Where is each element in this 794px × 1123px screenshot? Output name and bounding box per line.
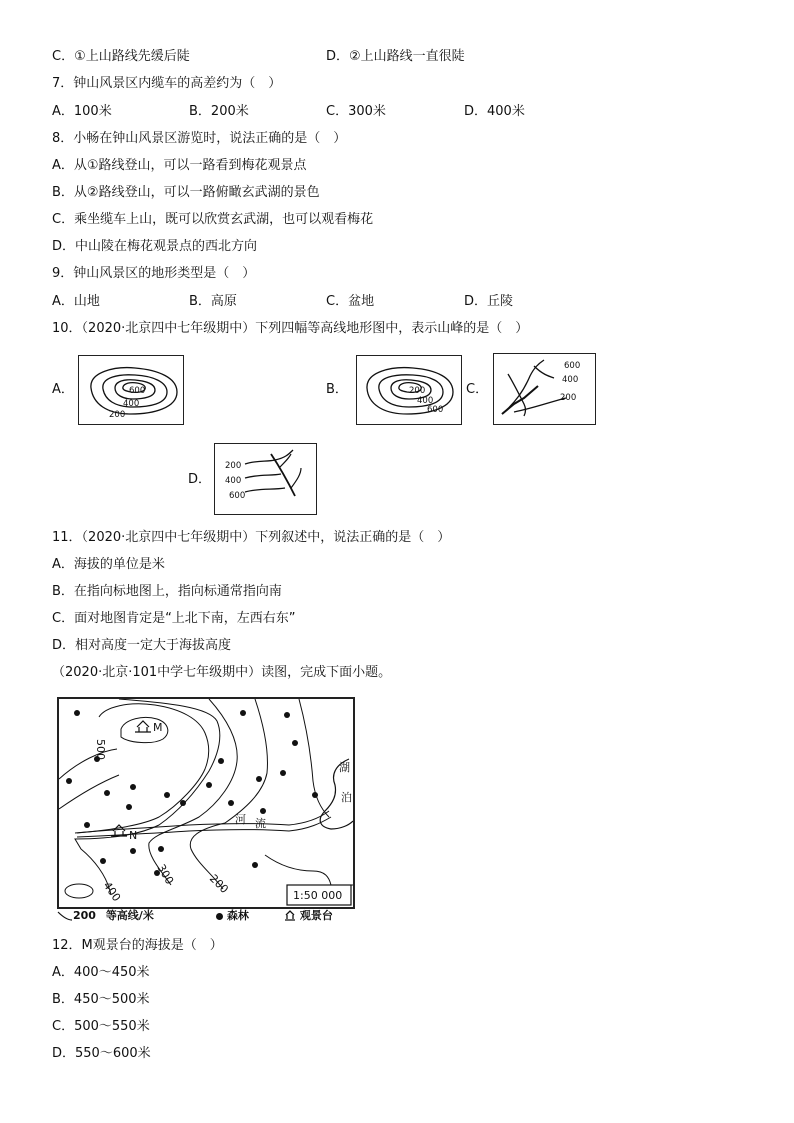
q11-option-a: A．海拔的单位是米 — [52, 557, 165, 572]
q12-option-b: B．450～500米 — [52, 992, 150, 1007]
fig-a-contour-600: 600 — [129, 386, 146, 396]
map-label-n: N — [129, 829, 138, 842]
q10-label-c: C． — [466, 382, 489, 397]
map-label-m: M — [153, 721, 163, 734]
q11-option-d: D．相对高度一定大于海拔高度 — [52, 638, 232, 653]
q12-option-a: A．400～450米 — [52, 965, 150, 980]
q7-option-d: D．400米 — [464, 104, 525, 119]
fig-c-contour-600: 600 — [564, 361, 581, 371]
contour-line-icon — [57, 910, 73, 922]
q10-figure-d — [214, 443, 317, 515]
q10-label-d: D． — [188, 472, 212, 487]
fig-b-contour-400: 400 — [417, 396, 434, 406]
fig-d-contour-400: 400 — [225, 476, 242, 486]
fig-b-contour-200: 200 — [409, 386, 426, 396]
legend-observatory — [284, 907, 333, 923]
legend-observatory-label: 观景台 — [299, 909, 333, 922]
fig-b-contour-600: 600 — [427, 405, 444, 415]
q12-option-d: D．550～600米 — [52, 1046, 151, 1061]
fig-c-contour-400: 400 — [562, 375, 579, 385]
q9-option-a: A．山地 — [52, 294, 100, 309]
legend-contour — [57, 907, 154, 923]
q7-option-a: A．100米 — [52, 104, 112, 119]
observatory-icon — [284, 910, 296, 922]
q9-option-d: D．丘陵 — [464, 294, 514, 309]
map-lake-char-2: 泊 — [341, 791, 352, 804]
fig-d-contour-600: 600 — [229, 491, 246, 501]
map-river-char-1: 河 — [235, 813, 246, 826]
map-contour-500: 500 — [94, 739, 107, 760]
map-scale: 1:50 000 — [293, 889, 343, 902]
q8-option-c: C．乘坐缆车上山，既可以欣赏玄武湖，也可以观看梅花 — [52, 212, 374, 227]
legend-contour-value: 200 — [73, 909, 96, 922]
q9-option-c: C．盆地 — [326, 294, 375, 309]
q7-option-b: B．200米 — [189, 104, 249, 119]
legend-forest — [216, 907, 249, 923]
q8-option-d: D．中山陵在梅花观景点的西北方向 — [52, 239, 258, 254]
map-contour-400: 400 — [100, 879, 124, 904]
q8-stem: 8．小畅在钟山风景区游览时，说法正确的是（ ） — [52, 131, 347, 146]
passage-intro: （2020·北京·101中学七年级期中）读图，完成下面小题。 — [52, 665, 392, 680]
fig-c-contour-200: 200 — [560, 393, 577, 403]
q6-option-c: C．①上山路线先缓后陡 — [52, 49, 190, 64]
legend-forest-label: 森林 — [226, 909, 249, 922]
q10-figure-a — [78, 355, 184, 425]
q10-stem: 10．（2020·北京四中七年级期中）下列四幅等高线地形图中，表示山峰的是（ ） — [52, 321, 529, 336]
fig-a-contour-400: 400 — [123, 399, 140, 409]
q8-option-b: B．从②路线登山，可以一路俯瞰玄武湖的景色 — [52, 185, 320, 200]
q10-label-b: B． — [326, 382, 348, 397]
q11-stem: 11．（2020·北京四中七年级期中）下列叙述中，说法正确的是（ ） — [52, 530, 451, 545]
legend-contour-label: 等高线/米 — [105, 909, 154, 922]
topographic-map — [57, 697, 355, 909]
q12-stem: 12．M观景台的海拔是（ ） — [52, 938, 223, 953]
map-river-char-2: 流 — [255, 817, 266, 830]
q10-figure-c — [493, 353, 596, 425]
q6-option-d: D．②上山路线一直很陡 — [326, 49, 465, 64]
map-lake-char-1: 湖 — [339, 761, 350, 774]
map-contour-200: 200 — [206, 871, 231, 896]
q10-label-a: A． — [52, 382, 74, 397]
q12-option-c: C．500～550米 — [52, 1019, 150, 1034]
q7-stem: 7．钟山风景区内缆车的高差约为（ ） — [52, 76, 282, 91]
forest-icon — [216, 913, 223, 920]
q9-stem: 9．钟山风景区的地形类型是（ ） — [52, 266, 256, 281]
fig-a-contour-200: 200 — [109, 410, 126, 420]
q7-option-c: C．300米 — [326, 104, 386, 119]
q9-option-b: B．高原 — [189, 294, 237, 309]
fig-d-contour-200: 200 — [225, 461, 242, 471]
q11-option-b: B．在指向标地图上，指向标通常指向南 — [52, 584, 282, 599]
q8-option-a: A．从①路线登山，可以一路看到梅花观景点 — [52, 158, 307, 173]
q10-figure-b — [356, 355, 462, 425]
map-contour-300: 300 — [154, 862, 177, 887]
q11-option-c: C．面对地图肯定是“上北下南，左西右东” — [52, 611, 296, 626]
